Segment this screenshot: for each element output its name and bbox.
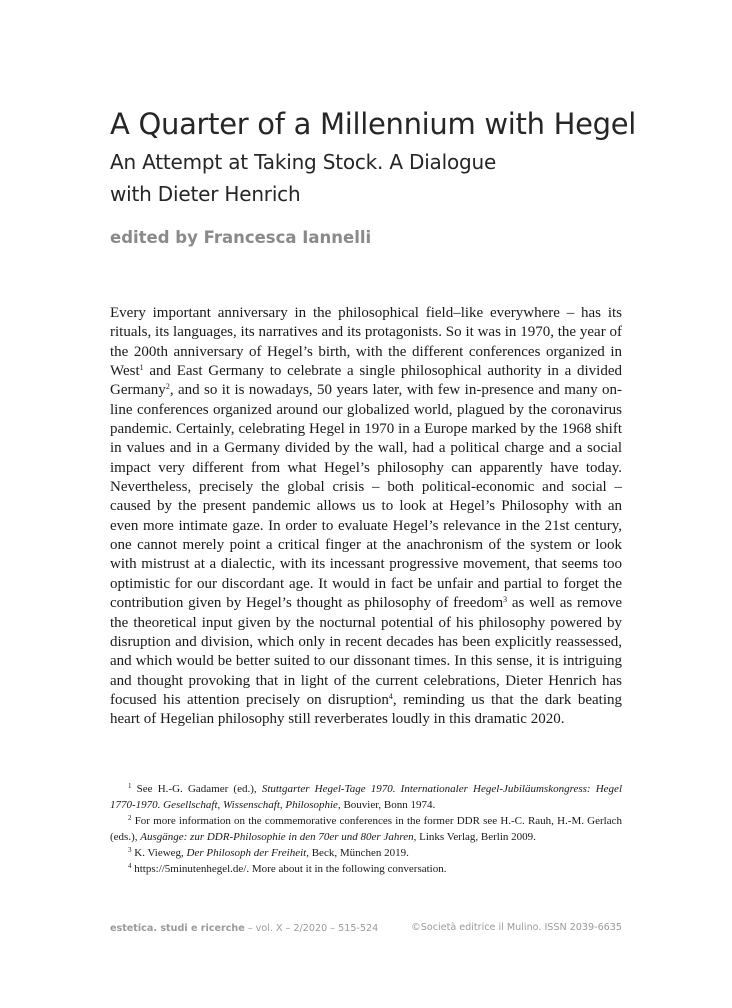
journal-name: estetica. studi e ricerche (110, 923, 245, 934)
footnote-title: Stuttgarter Hegel-Tage 1970. Internationaler Hegel-Jubiläumskongress: Hegel 1770-1970. Gesellschaft, Wissenschaft, Philosophie (110, 783, 622, 811)
footnote-number: 4 (128, 862, 132, 870)
article-title: A Quarter of a Millennium with Hegel (110, 107, 637, 141)
footnote-url[interactable]: https://5minutenhegel.de/. More about it in the following conversation. (134, 863, 447, 875)
footnote-number: 3 (128, 846, 132, 854)
footnote-ref-4[interactable]: 4 (388, 691, 393, 701)
body-text-5: , reminding us that the dark beating heart of Hegelian philosophy still reverberates loudly in this dramatic 2020. (110, 691, 622, 728)
footnote-number: 1 (128, 782, 132, 790)
body-text-3: , and so it is nowadays, 50 years later, with few in-presence and many on-line conferences organized around our globalized world, plagued by the coronavirus pandemic. Certainly, celebrating Hegel in 1970 in a Europe marked by the 1968 shift in values and in a Germany divided by the wall, had a political charge and a social impact very different from what Hegel’s philosophy can apparently have today. Nevertheless, precisely the global crisis – both political-economic and social – caused by the present pandemic allows us to look at Hegel’s Philosophy with an even more intimate gaze. In order to evaluate Hegel’s relevance in the 21st century, one cannot merely point a critical finger at the anachronism of the system or look with mistrust at a dialectic, with its incessant progressive movement, that seems too optimistic for our discordant age. It would in fact be unfair and partial to forget the contribution given by Hegel’s thought as philosophy of freedom (110, 382, 622, 612)
body-text-4: as well as remove the theoretical input given by the nocturnal potential of his philosophy powered by disruption and division, which only in recent decades has been explicitly reassessed, and which would be better suited to our dissonant times. In this sense, it is intriguing and thought provoking that in light of the current celebrations, Dieter Henrich has focused his attention precisely on disruption (110, 595, 622, 708)
footnote-2 (110, 813, 622, 845)
footnote-text: For more information on the commemorative conferences in the former DDR see H.-C. Rauh, H.-M. Gerlach (eds.), (110, 815, 622, 843)
footnote-ref-1[interactable]: 1 (139, 363, 144, 373)
body-text-1: Every important anniversary in the philosophical field–like everywhere – has its rituals, its languages, its narratives and its protagonists. So it was in 1970, the year of the 200th anniversary of Hegel’s birth, with the different conferences organized in West (110, 305, 622, 380)
journal-issue: – vol. X – 2/2020 – 515-524 (244, 923, 379, 934)
footnote-text: , Bouvier, Bonn 1974. (337, 799, 436, 811)
article-subtitle (110, 146, 670, 210)
copyright-notice: ©Società editrice il Mulino. ISSN 2039-6635 (411, 922, 622, 933)
body-paragraph (110, 304, 622, 730)
footnote-text: K. Vieweg, (134, 847, 187, 859)
footnote-ref-3[interactable]: 3 (503, 595, 508, 605)
subtitle-line-2: with Dieter Henrich (110, 182, 301, 206)
body-text-2: and East Germany to celebrate a single philosophical authority in a divided Germany (110, 363, 622, 399)
footnote-3 (110, 845, 622, 861)
footnotes (110, 781, 622, 877)
footnote-title: Ausgänge: zur DDR-Philosophie in den 70er und 80er Jahren (140, 831, 414, 843)
footnote-number: 2 (128, 814, 132, 822)
journal-citation (110, 923, 378, 934)
footnote-title: Der Philosoph der Freiheit (186, 847, 307, 859)
subtitle-line-1: An Attempt at Taking Stock. A Dialogue (110, 150, 497, 174)
footnote-ref-2[interactable]: 2 (165, 382, 170, 392)
article-editor: edited by Francesca Iannelli (110, 228, 372, 247)
footnote-text: , Beck, München 2019. (306, 847, 409, 859)
footnote-4 (110, 861, 622, 877)
footnote-text: , Links Verlag, Berlin 2009. (413, 831, 536, 843)
footnote-1 (110, 781, 622, 813)
footnote-text: See H.-G. Gadamer (ed.), (136, 783, 262, 795)
